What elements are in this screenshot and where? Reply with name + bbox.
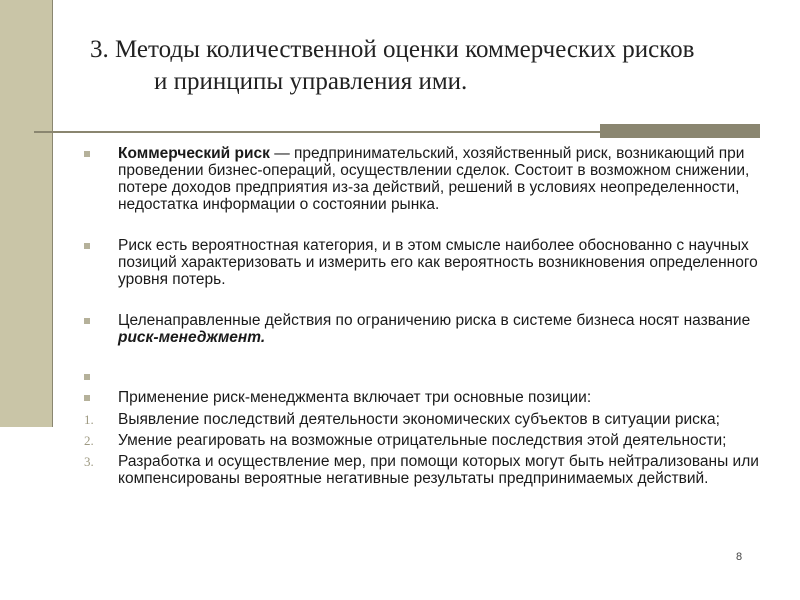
numbered-item-3 xyxy=(84,453,764,487)
title-line-2: и принципы управления ими. xyxy=(154,68,468,95)
title-line-1: 3. Методы количественной оценки коммерческих рисков xyxy=(90,36,695,63)
commercial-risk-definition: — предпринимательский, хозяйственный риск, возникающий при проведении бизнес-операций, осуществлении сделок. Состоит в возможном снижении, потере доходов предприятия из-за действий, решений в условиях неопределенности, недостатка информации о состоянии рынка. xyxy=(118,145,750,213)
list-number: 2. xyxy=(84,433,94,448)
numbered-item-1 xyxy=(84,411,764,428)
numbered-text: Разработка и осуществление мер, при помощи которых могут быть нейтрализованы или компенсированы вероятные негативные результаты предпринимаемых действий. xyxy=(118,453,759,487)
numbered-item-2 xyxy=(84,432,764,449)
slide-title xyxy=(90,34,780,98)
bullet-icon xyxy=(84,237,118,288)
risk-management-term: риск-менеджмент. xyxy=(118,329,266,346)
bullet-text: Целенаправленные действия по ограничению риска в системе бизнеса носят название xyxy=(118,312,751,329)
page-number: 8 xyxy=(736,551,743,563)
bullet-item-2 xyxy=(84,237,764,288)
bullet-icon xyxy=(84,312,118,346)
slide-content xyxy=(84,145,764,487)
bullet-item-1 xyxy=(84,145,764,213)
commercial-risk-term: Коммерческий риск xyxy=(118,145,270,162)
bullet-item-empty xyxy=(84,368,764,386)
bullet-icon xyxy=(84,145,118,213)
divider-accent-block xyxy=(600,124,760,138)
numbered-text: Выявление последствий деятельности экономических субъектов в ситуации риска; xyxy=(118,411,720,428)
sidebar-decoration xyxy=(0,0,53,427)
bullet-icon xyxy=(84,368,118,386)
list-number: 1. xyxy=(84,412,94,427)
bullet-item-5 xyxy=(84,389,764,407)
list-number: 3. xyxy=(84,454,94,469)
numbered-text: Умение реагировать на возможные отрицательные последствия этой деятельности; xyxy=(118,432,727,449)
bullet-icon xyxy=(84,389,118,407)
bullet-text: Риск есть вероятностная категория, и в этом смысле наиболее обоснованно с научных позиций характеризовать и измерить его как вероятность возникновения определенного уровня потерь. xyxy=(118,237,758,288)
bullet-text: Применение риск-менеджмента включает три основные позиции: xyxy=(118,389,592,406)
bullet-item-3 xyxy=(84,312,764,346)
